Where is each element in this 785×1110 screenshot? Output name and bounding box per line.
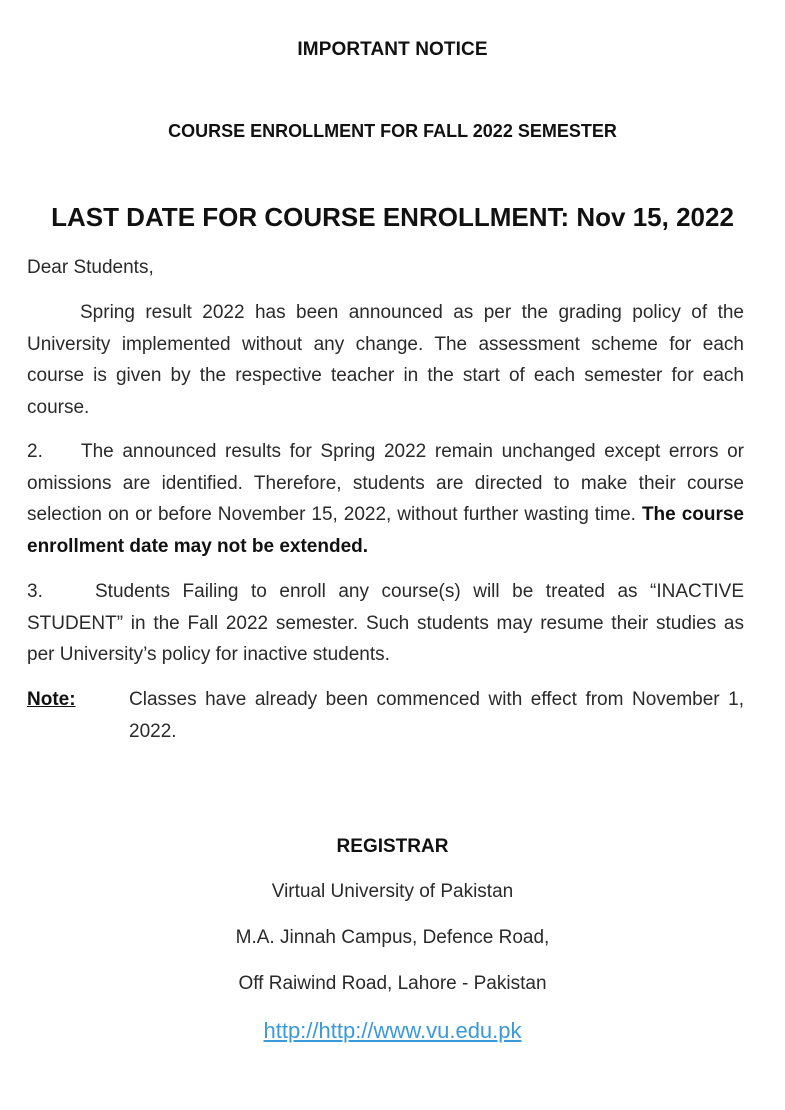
deadline-heading: LAST DATE FOR COURSE ENROLLMENT: Nov 15, 2022: [51, 202, 734, 232]
notice-heading: IMPORTANT NOTICE: [297, 39, 488, 60]
paragraph-2: [27, 436, 744, 562]
notice-subheading: COURSE ENROLLMENT FOR FALL 2022 SEMESTER: [168, 121, 617, 141]
note-label: Note:: [27, 689, 76, 710]
website-link-row: [0, 1018, 785, 1044]
paragraph-3-number: 3.: [27, 581, 43, 602]
note-text: Classes have already been commenced with effect from November 1, 2022.: [129, 689, 744, 742]
salutation: Dear Students,: [27, 257, 154, 278]
paragraph-2-number: 2.: [27, 441, 43, 462]
paragraph-2-text: The announced results for Spring 2022 remain unchanged except errors or omissions are identified. Therefore, students are directed to make their course selection on or before November 15, 2022, without further wasting time.: [27, 441, 744, 525]
paragraph-1: Spring result 2022 has been announced as per the grading policy of the University implemented without any change. The assessment scheme for each course is given by the respective teacher in the start of each semester for each course.: [27, 302, 744, 418]
paragraph-3-text: Students Failing to enroll any course(s) will be treated as “INACTIVE STUDENT” in the Fall 2022 semester. Such students may resume their studies as per University’s policy for inactive students.: [27, 581, 744, 665]
address-line-1: M.A. Jinnah Campus, Defence Road,: [235, 927, 550, 948]
paragraph-2-bold-text: The course enrollment date may not be extended.: [27, 504, 744, 557]
website-link[interactable]: http://http://www.vu.edu.pk: [263, 1018, 522, 1043]
registrar-title: REGISTRAR: [336, 836, 449, 857]
organization-name: Virtual University of Pakistan: [271, 881, 514, 902]
address-line-2: Off Raiwind Road, Lahore - Pakistan: [238, 973, 547, 994]
paragraph-3: [27, 576, 744, 671]
